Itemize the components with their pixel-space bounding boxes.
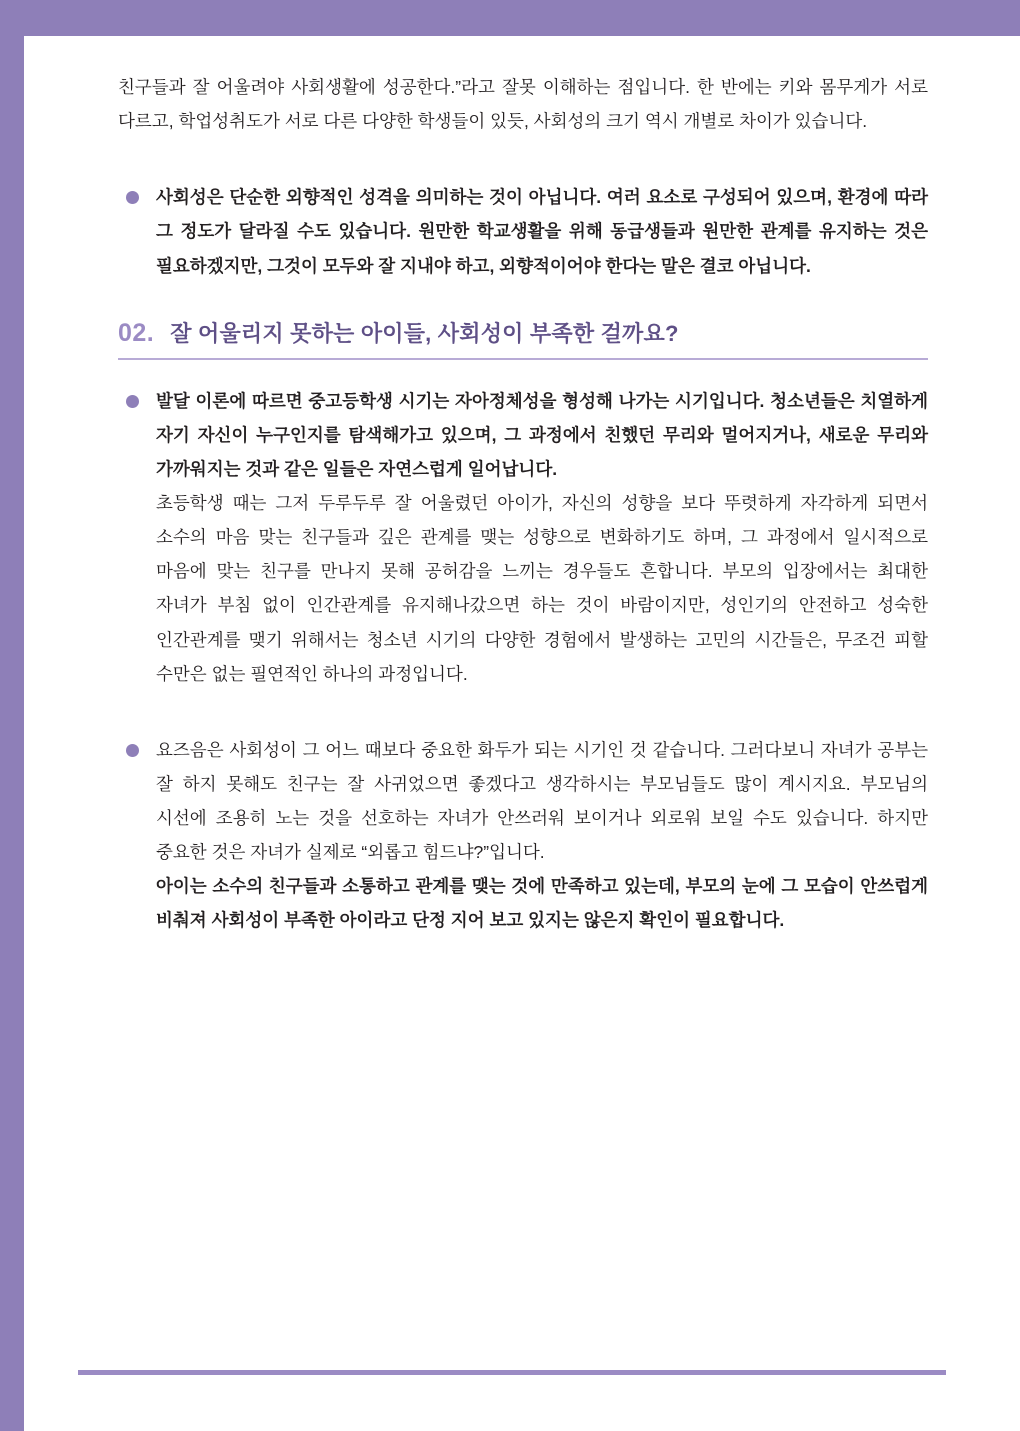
section-number: 02.	[118, 318, 155, 347]
bullet-dot-icon	[126, 744, 139, 757]
left-accent-bar	[0, 0, 24, 1431]
bullet-block-2	[118, 384, 928, 691]
bullet-text-1: 사회성은 단순한 외향적인 성격을 의미하는 것이 아닙니다. 여러 요소로 구성되어 있으며, 환경에 따라 그 정도가 달라질 수도 있습니다. 원만한 학교생활을 위해 동급생들과 원만한 관계를 유지하는 것은 필요하겠지만, 그것이 모두와 잘 지내야 하고, 외향적이어야 한다는 말은 결코 아닙니다.	[156, 187, 928, 276]
bullet-block-1	[118, 180, 928, 282]
bullet-dot-icon	[126, 191, 139, 204]
bullet-block-3	[118, 733, 928, 938]
paragraph-text-1: 친구들과 잘 어울려야 사회생활에 성공한다.”라고 잘못 이해하는 점입니다. 한 반에는 키와 몸무게가 서로 다르고, 학업성취도가 서로 다른 다양한 학생들이 있듯, 사회성의 크기 역시 개별로 차이가 있습니다.	[118, 77, 928, 132]
section-heading	[118, 317, 928, 348]
bullet-text-3-normal: 요즈음은 사회성이 그 어느 때보다 중요한 화두가 되는 시기인 것 같습니다. 그러다보니 자녀가 공부는 잘 하지 못해도 친구는 잘 사귀었으면 좋겠다고 생각하시는 부모님들도 많이 계시지요. 부모님의 시선에 조용히 노는 것을 선호하는 자녀가 안쓰러워 보이거나 외로워 보일 수도 있습니다. 하지만 중요한 것은 자녀가 실제로 “외롭고 힘드냐?”입니다.	[156, 739, 928, 863]
spacer	[118, 707, 928, 733]
section-title: 잘 어울리지 못하는 아이들, 사회성이 부족한 걸까요?	[170, 320, 679, 346]
paragraph-block-1	[118, 70, 928, 138]
bullet-text-2-normal: 초등학생 때는 그저 두루두루 잘 어울렸던 아이가, 자신의 성향을 보다 뚜렷하게 자각하게 되면서 소수의 마음 맞는 친구들과 깊은 관계를 맺는 성향으로 변화하기도 하며, 그 과정에서 일시적으로 마음에 맞는 친구를 만나지 못해 공허감을 느끼는 경우들도 흔합니다. 부모의 입장에서는 최대한 자녀가 부침 없이 인간관계를 유지해나갔으면 하는 것이 바람이지만, 성인기의 안전하고 성숙한 인간관계를 맺기 위해서는 청소년 시기의 다양한 경험에서 발생하는 고민의 시간들은, 무조건 피할 수만은 없는 필연적인 하나의 과정입니다.	[156, 493, 928, 684]
document-content	[118, 70, 928, 954]
top-accent-bar	[0, 0, 1020, 36]
bottom-divider	[78, 1370, 946, 1375]
bullet-text-2-bold: 발달 이론에 따르면 중고등학생 시기는 자아정체성을 형성해 나가는 시기입니다. 청소년들은 치열하게 자기 자신이 누구인지를 탐색해가고 있으며, 그 과정에서 친했던 무리와 멀어지거나, 새로운 무리와 가까워지는 것과 같은 일들은 자연스럽게 일어납니다.	[156, 390, 928, 479]
spacer	[118, 154, 928, 180]
bullet-dot-icon	[126, 395, 139, 408]
bullet-text-3-bold: 아이는 소수의 친구들과 소통하고 관계를 맺는 것에 만족하고 있는데, 부모의 눈에 그 모습이 안쓰럽게 비춰져 사회성이 부족한 아이라고 단정 지어 보고 있지는 않은지 확인이 필요합니다.	[156, 876, 928, 931]
section-divider	[118, 358, 928, 360]
